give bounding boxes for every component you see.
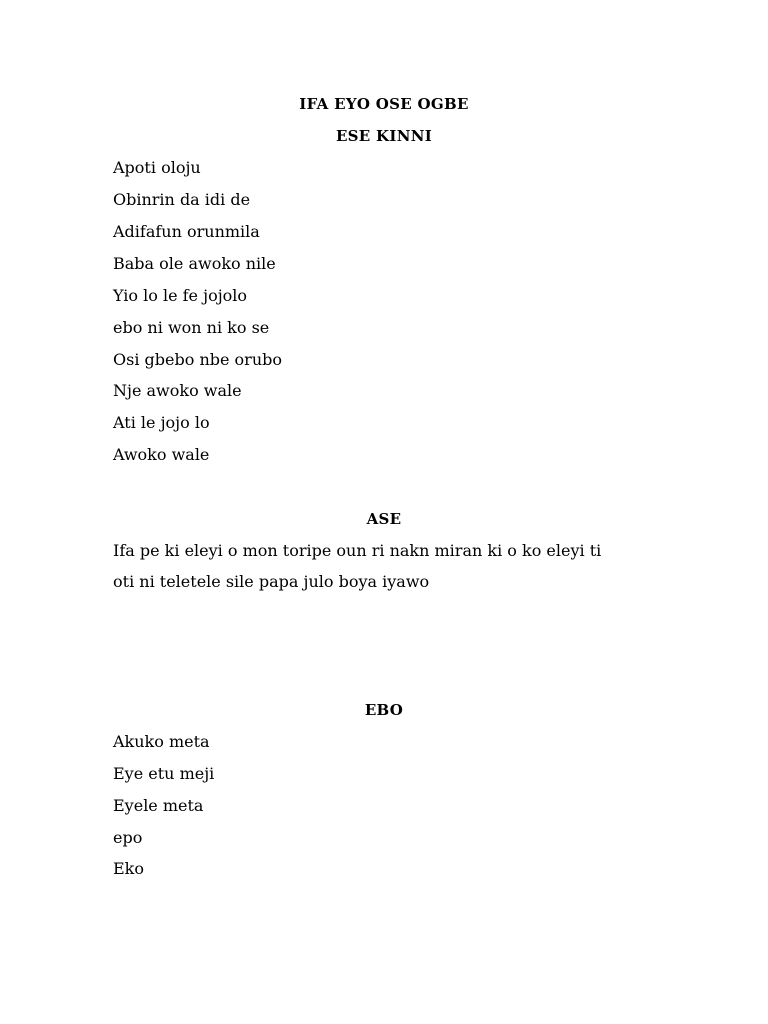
- ese-line: ebo ni won ni ko se: [113, 318, 270, 337]
- ese-line: Yio lo le fe jojolo: [113, 286, 248, 305]
- ese-line: Adifafun orunmila: [113, 222, 260, 241]
- ebo-line: Eko: [113, 859, 145, 878]
- ase-heading: ASE: [366, 510, 402, 528]
- ebo-heading: EBO: [364, 701, 404, 719]
- document-title: IFA EYO OSE OGBE: [299, 95, 469, 113]
- ese-line: Obinrin da idi de: [113, 190, 251, 209]
- ese-line: Osi gbebo nbe orubo: [113, 350, 283, 369]
- ebo-line: Akuko meta: [113, 732, 210, 751]
- ese-line: Baba ole awoko nile: [113, 254, 276, 273]
- ese-line: Apoti oloju: [113, 158, 201, 177]
- ebo-line: epo: [113, 828, 143, 847]
- ese-line: Ati le jojo lo: [113, 413, 210, 432]
- ese-heading: ESE KINNI: [335, 127, 433, 145]
- ase-line: oti ni teletele sile papa julo boya iyawo: [113, 572, 430, 591]
- ebo-line: Eyele meta: [113, 796, 204, 815]
- ese-line: Awoko wale: [113, 445, 210, 464]
- ese-line: Nje awoko wale: [113, 381, 242, 400]
- ebo-line: Eye etu meji: [113, 764, 215, 783]
- ase-line: Ifa pe ki eleyi o mon toripe oun ri nakn miran ki o ko eleyi ti: [113, 541, 602, 560]
